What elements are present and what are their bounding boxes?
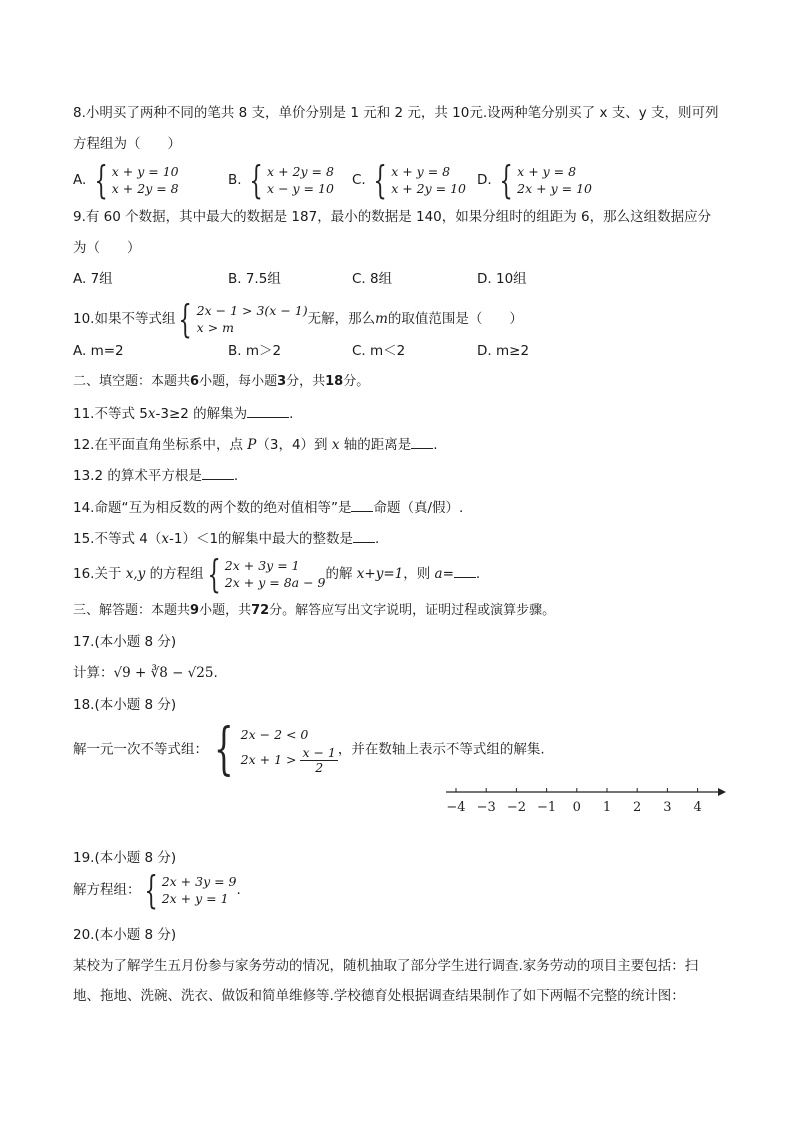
number-line-tick-label: 4: [693, 800, 702, 815]
section-fill-blank-title: 二、填空题：本题共6小题，每小题3分，共18分。: [73, 374, 370, 389]
q9-line2: 为（ ）: [73, 240, 141, 256]
q9-option-d: D. 10组: [477, 271, 527, 287]
q18-body: 解一元一次不等式组： { 2x − 2 < 0 2x + 1 > $\frac{x - 1}{2}$ ，并在数轴上表示不等式组的解集.: [73, 716, 545, 782]
number-line-tick-label: −4: [446, 800, 466, 815]
number-line-tick-label: 2: [633, 800, 642, 815]
q9-option-a: A. 7组: [73, 271, 113, 287]
q19-body: 解方程组： { 2x + 3y = 9 2x + y = 1 .: [73, 868, 241, 912]
q10-question: 10.如果不等式组 { 2x − 1 > 3(x − 1) x > m 无解，那么m的取值范围是（ ）: [73, 297, 523, 341]
q12: 12.在平面直角坐标系中，点 P（3，4）到 x 轴的距离是 .: [73, 434, 438, 455]
q8-line2: 方程组为（ ）: [73, 136, 181, 152]
q18-heading: 18.(本小题 8 分): [73, 697, 177, 713]
q9-option-b: B. 7.5组: [228, 271, 281, 287]
q10-option-b: B. m＞2: [228, 343, 282, 359]
q15: 15.不等式 4（x-1）＜1的解集中最大的整数是 .: [73, 528, 379, 549]
q10-option-a: A. m=2: [73, 343, 124, 359]
number-line-tick-label: −1: [537, 800, 557, 815]
number-line-tick-label: −2: [506, 800, 526, 815]
answer-blank: [353, 528, 375, 543]
q11: 11.不等式 5x-3≥2 的解集为 .: [73, 403, 293, 424]
q17-body: 计算：√9 + ∛8 − √25.: [73, 665, 218, 681]
answer-blank: [247, 403, 289, 418]
answer-blank: [411, 434, 433, 449]
q8-option-a: A. { x + y = 10 x + 2y = 8: [73, 158, 179, 202]
q9-option-c: C. 8组: [352, 271, 393, 287]
q17-expression: √9 + ∛8 − √25: [113, 665, 214, 681]
q17-heading: 17.(本小题 8 分): [73, 634, 177, 650]
q8-option-b: B. { x + 2y = 8 x − y = 10: [228, 158, 334, 202]
q10-option-d: D. m≥2: [477, 343, 530, 359]
number-line-tick-label: 3: [663, 800, 672, 815]
q10-option-c: C. m＜2: [352, 343, 406, 359]
number-line-tick-label: 1: [602, 800, 612, 815]
q8-option-d: D. { x + y = 8 2x + y = 10: [477, 158, 592, 202]
number-line-arrow: [718, 788, 726, 796]
number-line-tick-label: −3: [476, 800, 496, 815]
q20-line2: 地、拖地、洗碗、洗衣、做饭和简单维修等.学校德育处根据调查结果制作了如下两幅不完整的统计图：: [73, 988, 685, 1004]
q8-option-c: C. { x + y = 8 x + 2y = 10: [352, 158, 467, 202]
answer-blank: [202, 465, 234, 480]
answer-blank: [351, 497, 373, 512]
q20-line1: 某校为了解学生五月份参与家务劳动的情况，随机抽取了部分学生进行调查.家务劳动的项目主要包括：扫: [73, 958, 699, 974]
q16: 16.关于 x,y 的方程组 { 2x + 3y = 1 2x + y = 8a − 9 的解 x+y=1，则 a= .: [73, 552, 481, 596]
q14: 14.命题“互为相反数的两个数的绝对值相等”是 命题（真/假）.: [73, 497, 463, 518]
section-solve-title: 三、解答题：本题共9小题，共72分。解答应写出文字说明，证明过程或演算步骤。: [73, 603, 556, 618]
q20-heading: 20.(本小题 8 分): [73, 927, 177, 943]
q19-heading: 19.(本小题 8 分): [73, 850, 177, 866]
number-line: [446, 782, 726, 822]
q9-line1: 9.有 60 个数据，其中最大的数据是 187，最小的数据是 140，如果分组时的组距为 6，那么这组数据应分: [73, 209, 712, 225]
q8-line1: 8.小明买了两种不同的笔共 8 支，单价分别是 1 元和 2 元，共 10元.设两种笔分别买了 x 支、y 支，则可列: [73, 105, 719, 121]
q13: 13.2 的算术平方根是 .: [73, 465, 238, 486]
answer-blank: [454, 563, 476, 578]
number-line-tick-label: 0: [572, 800, 581, 815]
